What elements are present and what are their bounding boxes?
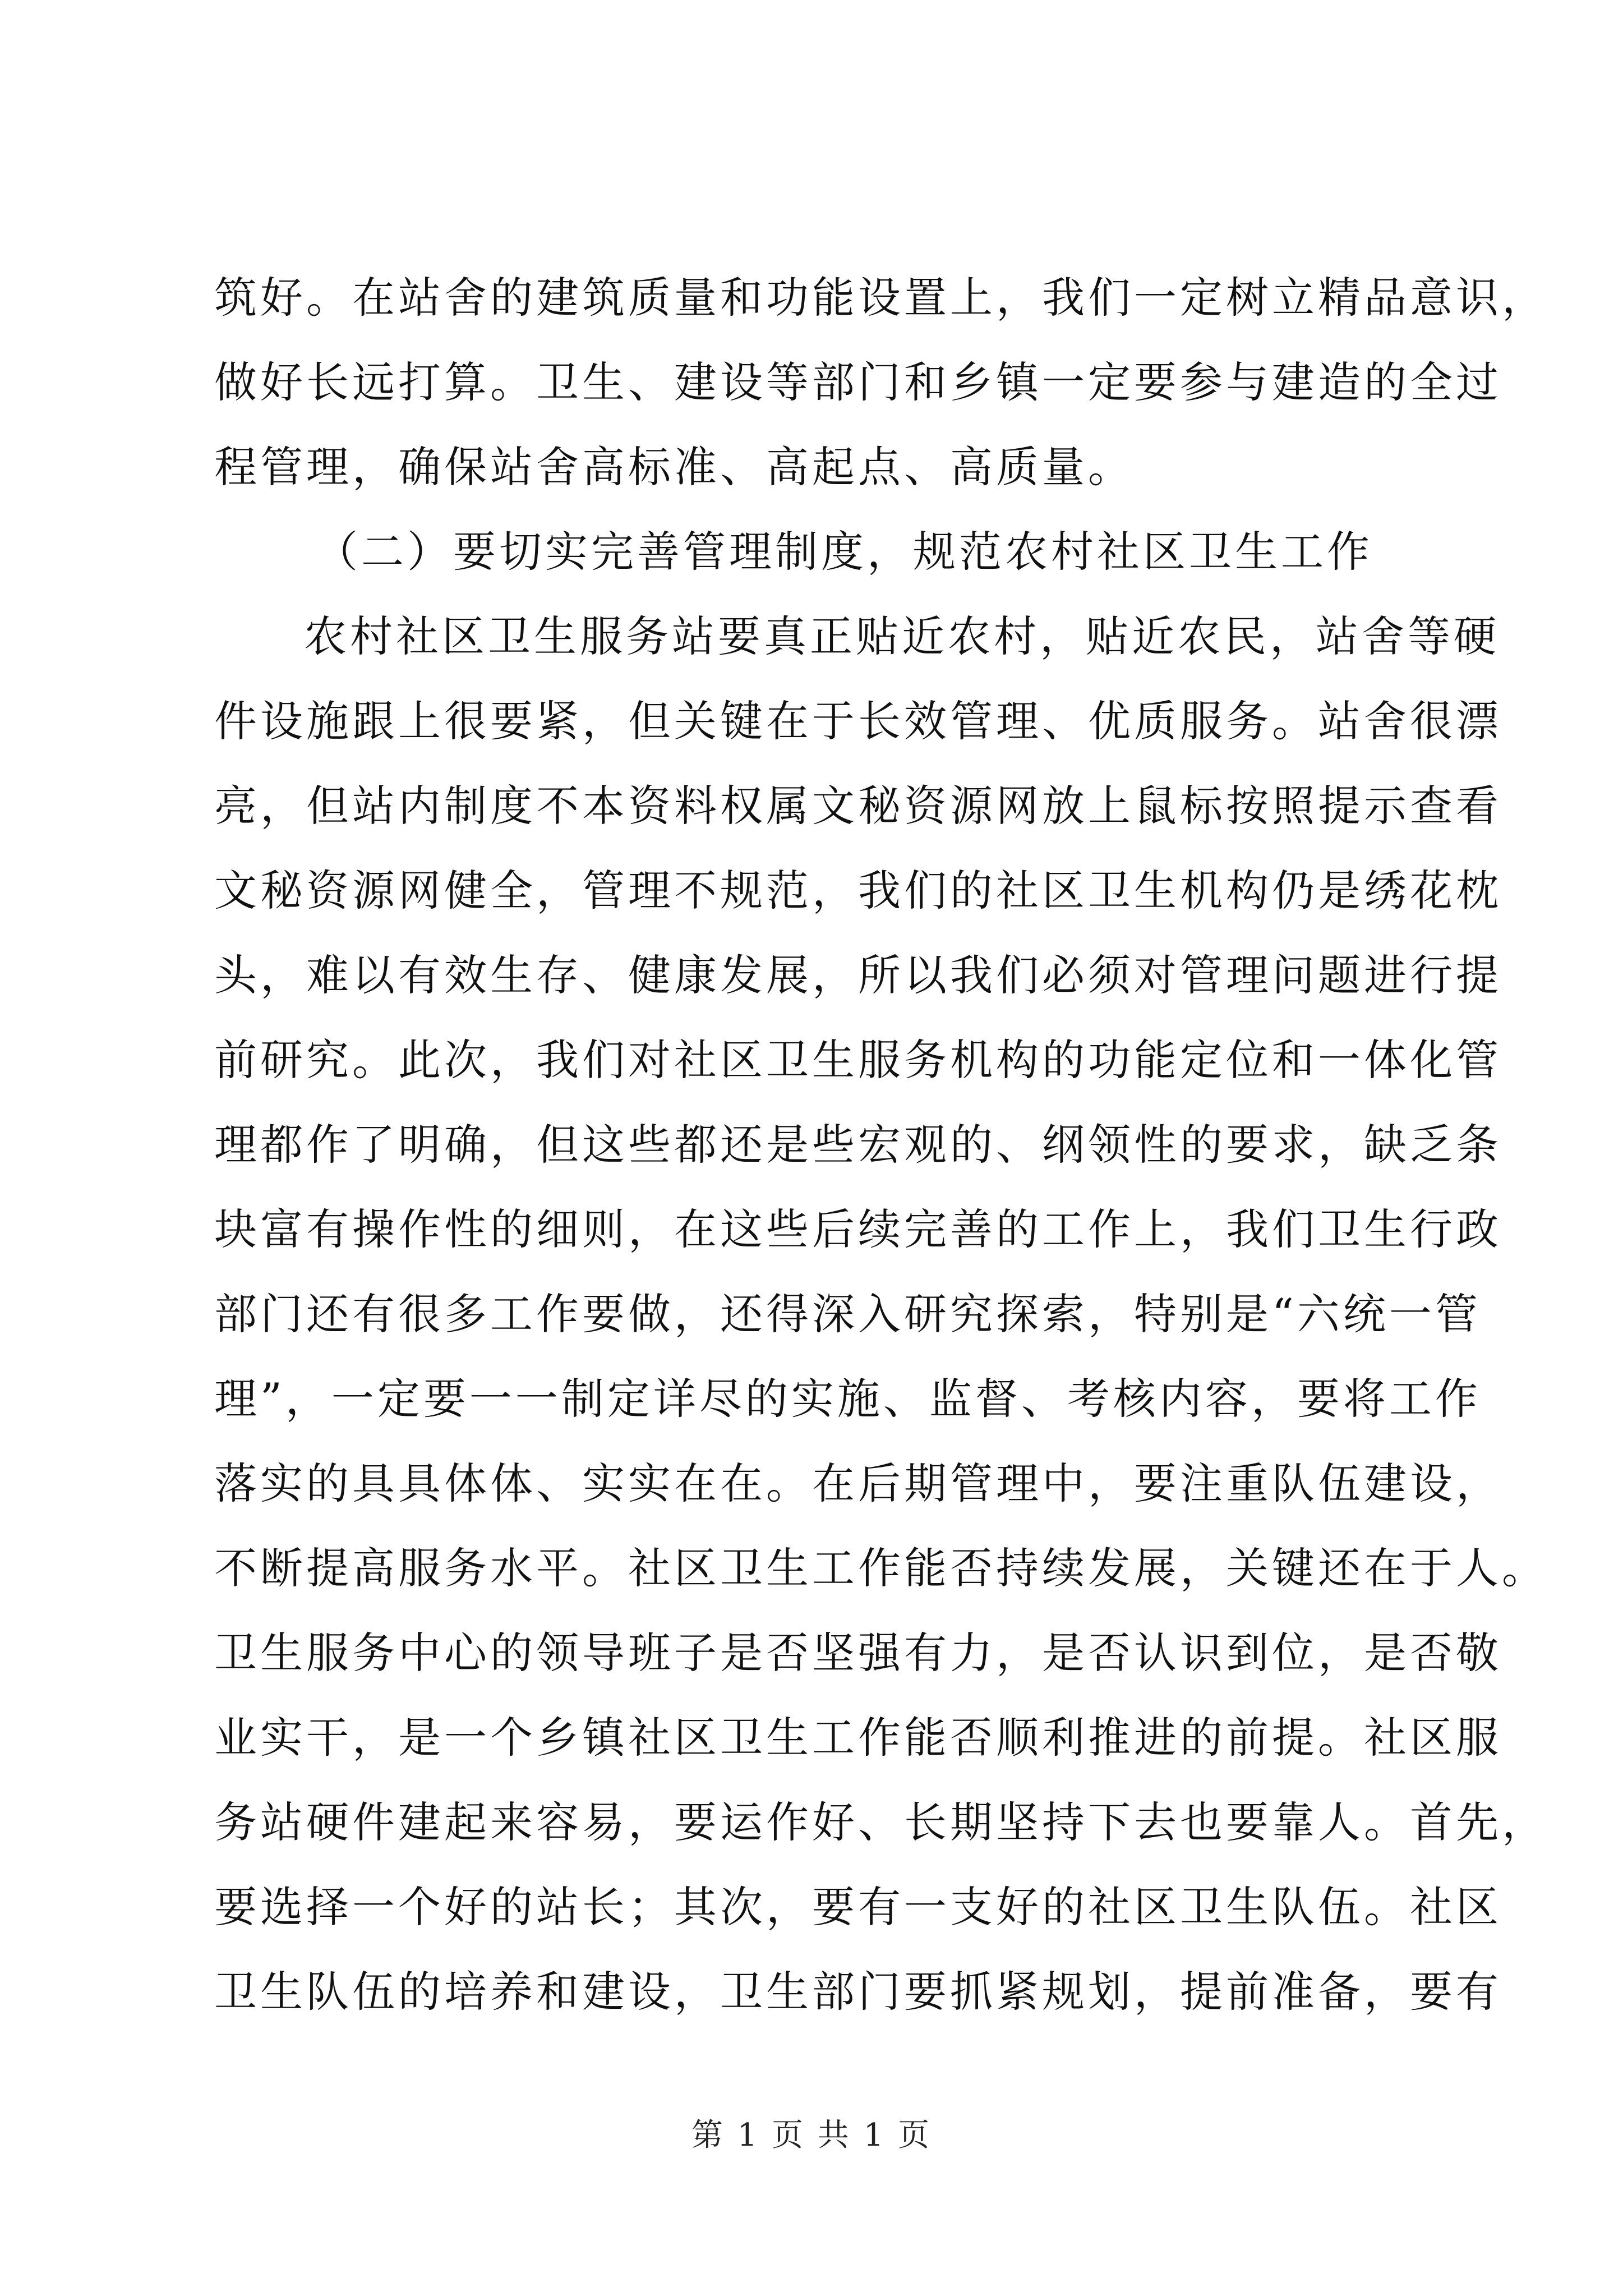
document-body (214, 255, 1548, 2034)
text-line: 要选择一个好的站长；其次，要有一支好的社区卫生队伍。社区 (214, 1882, 1502, 1932)
text-line: 务站硬件建起来容易，要运作好、长期坚持下去也要靠人。首先， (214, 1797, 1548, 1847)
text-line: 部门还有很多工作要做，还得深入研究探索，特别是“六统一管 (214, 1289, 1481, 1339)
text-line: 卫生队伍的培养和建设，卫生部门要抓紧规划，提前准备，要有 (214, 1967, 1502, 2017)
text-line: 理都作了明确，但这些都还是些宏观的、纲领性的要求，缺乏条 (214, 1120, 1502, 1170)
paragraph-first-line: 农村社区卫生服务站要真正贴近农村，贴近农民，站舍等硬 (304, 611, 1500, 661)
text-line: 前研究。此次，我们对社区卫生服务机构的功能定位和一体化管 (214, 1035, 1502, 1085)
page-number-footer: 第 1 页 共 1 页 (691, 2117, 932, 2154)
text-line: 块富有操作性的细则，在这些后续完善的工作上，我们卫生行政 (214, 1204, 1502, 1254)
text-line: 件设施跟上很要紧，但关键在于长效管理、优质服务。站舍很漂 (214, 696, 1502, 746)
text-line: 文秘资源网健全，管理不规范，我们的社区卫生机构仍是绣花枕 (214, 866, 1502, 915)
text-line: 筑好。在站舍的建筑质量和功能设置上，我们一定树立精品意识， (214, 273, 1548, 323)
text-line: 不断提高服务水平。社区卫生工作能否持续发展，关键还在于人。 (214, 1543, 1548, 1593)
text-line: 卫生服务中心的领导班子是否坚强有力，是否认识到位，是否敬 (214, 1628, 1502, 1678)
text-line: 做好长远打算。卫生、建设等部门和乡镇一定要参与建造的全过 (214, 357, 1502, 407)
text-line: 程管理，确保站舍高标准、高起点、高质量。 (214, 442, 1134, 492)
section-heading: （二）要切实完善管理制度，规范农村社区卫生工作 (315, 527, 1373, 577)
text-line: 头，难以有效生存、健康发展，所以我们必须对管理问题进行提 (214, 950, 1502, 1000)
text-line: 业实干，是一个乡镇社区卫生工作能否顺利推进的前提。社区服 (214, 1713, 1502, 1763)
text-line: 理”，一定要一一制定详尽的实施、监督、考核内容，要将工作 (214, 1374, 1481, 1424)
text-line: 落实的具具体体、实实在在。在后期管理中，要注重队伍建设， (214, 1458, 1502, 1508)
text-line: 亮，但站内制度不本资料权属文秘资源网放上鼠标按照提示查看 (214, 781, 1502, 831)
